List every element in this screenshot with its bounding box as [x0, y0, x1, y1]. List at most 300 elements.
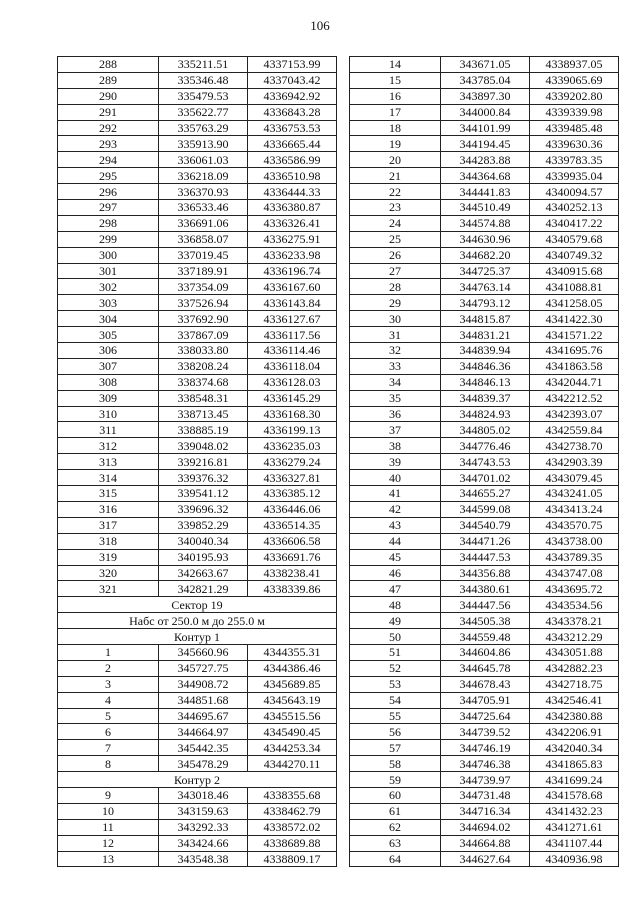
point-number: 47: [350, 581, 441, 597]
y-coordinate: 4341699.24: [530, 772, 619, 788]
point-number: 318: [58, 533, 159, 549]
x-coordinate: 343897.30: [441, 88, 530, 104]
table-row: [350, 756, 619, 772]
y-coordinate: 4340915.68: [530, 263, 619, 279]
table-row: [350, 724, 619, 740]
point-number: 21: [350, 168, 441, 184]
point-number: 8: [58, 756, 159, 772]
x-coordinate: 342821.29: [159, 581, 248, 597]
point-number: 64: [350, 851, 441, 867]
table-row: [350, 327, 619, 343]
x-coordinate: 344731.48: [441, 787, 530, 803]
x-coordinate: 344846.13: [441, 374, 530, 390]
x-coordinate: 339376.32: [159, 470, 248, 486]
y-coordinate: 4343747.08: [530, 565, 619, 581]
y-coordinate: 4336199.13: [248, 422, 337, 438]
table-row: [58, 581, 337, 597]
table-row: [58, 327, 337, 343]
table-row: [350, 501, 619, 517]
y-coordinate: 4336586.99: [248, 152, 337, 168]
x-coordinate: 344739.97: [441, 772, 530, 788]
x-coordinate: 344645.78: [441, 660, 530, 676]
table-row: [58, 184, 337, 200]
x-coordinate: 342663.67: [159, 565, 248, 581]
x-coordinate: 344664.97: [159, 724, 248, 740]
table-row: [58, 390, 337, 406]
table-row: [58, 644, 337, 660]
table-row: [58, 438, 337, 454]
table-row: [350, 644, 619, 660]
table-row: [350, 851, 619, 867]
y-coordinate: 4343738.00: [530, 533, 619, 549]
x-coordinate: 338548.31: [159, 390, 248, 406]
table-row: [350, 533, 619, 549]
x-coordinate: 337189.91: [159, 263, 248, 279]
y-coordinate: 4336143.84: [248, 295, 337, 311]
table-row: [350, 819, 619, 835]
table-row: [350, 470, 619, 486]
point-number: 44: [350, 533, 441, 549]
table-row: [350, 772, 619, 788]
y-coordinate: 4341088.81: [530, 279, 619, 295]
sector-range: Набс от 250.0 м до 255.0 м: [58, 613, 337, 629]
y-coordinate: 4342903.39: [530, 454, 619, 470]
table-row: [58, 517, 337, 533]
x-coordinate: 344793.12: [441, 295, 530, 311]
x-coordinate: 344599.08: [441, 501, 530, 517]
right-coordinates-table: [349, 56, 619, 867]
x-coordinate: 344776.46: [441, 438, 530, 454]
point-number: 293: [58, 136, 159, 152]
table-row: [58, 374, 337, 390]
x-coordinate: 344447.56: [441, 597, 530, 613]
table-row: [350, 454, 619, 470]
y-coordinate: 4342206.91: [530, 724, 619, 740]
y-coordinate: 4336514.35: [248, 517, 337, 533]
x-coordinate: 344746.38: [441, 756, 530, 772]
point-number: 311: [58, 422, 159, 438]
point-number: 1: [58, 644, 159, 660]
y-coordinate: 4336279.24: [248, 454, 337, 470]
x-coordinate: 344194.45: [441, 136, 530, 152]
point-number: 4: [58, 692, 159, 708]
table-row: [58, 247, 337, 263]
x-coordinate: 335622.77: [159, 104, 248, 120]
point-number: 63: [350, 835, 441, 851]
table-row: [58, 486, 337, 502]
x-coordinate: 344725.64: [441, 708, 530, 724]
point-number: 297: [58, 200, 159, 216]
x-coordinate: 344380.61: [441, 581, 530, 597]
contour-1-title-row: [58, 629, 337, 645]
point-number: 36: [350, 406, 441, 422]
point-number: 295: [58, 168, 159, 184]
table-row: [350, 184, 619, 200]
point-number: 62: [350, 819, 441, 835]
point-number: 2: [58, 660, 159, 676]
point-number: 14: [350, 57, 441, 73]
y-coordinate: 4338339.86: [248, 581, 337, 597]
table-row: [58, 136, 337, 152]
point-number: 13: [58, 851, 159, 867]
point-number: 58: [350, 756, 441, 772]
y-coordinate: 4343570.75: [530, 517, 619, 533]
left-coordinates-table: [57, 56, 337, 867]
y-coordinate: 4340417.22: [530, 215, 619, 231]
table-row: [58, 311, 337, 327]
sector-title-row: [58, 597, 337, 613]
point-number: 46: [350, 565, 441, 581]
y-coordinate: 4343241.05: [530, 486, 619, 502]
point-number: 51: [350, 644, 441, 660]
x-coordinate: 344851.68: [159, 692, 248, 708]
table-row: [58, 533, 337, 549]
x-coordinate: 343159.63: [159, 803, 248, 819]
point-number: 26: [350, 247, 441, 263]
x-coordinate: 344725.37: [441, 263, 530, 279]
point-number: 315: [58, 486, 159, 502]
table-row: [58, 72, 337, 88]
point-number: 7: [58, 740, 159, 756]
table-row: [58, 851, 337, 867]
point-number: 31: [350, 327, 441, 343]
table-row: [350, 517, 619, 533]
y-coordinate: 4343212.29: [530, 629, 619, 645]
table-row: [350, 247, 619, 263]
x-coordinate: 336858.07: [159, 231, 248, 247]
y-coordinate: 4339630.36: [530, 136, 619, 152]
point-number: 319: [58, 549, 159, 565]
table-row: [350, 803, 619, 819]
x-coordinate: 336061.03: [159, 152, 248, 168]
table-row: [350, 597, 619, 613]
point-number: 289: [58, 72, 159, 88]
table-row: [58, 724, 337, 740]
y-coordinate: 4336127.67: [248, 311, 337, 327]
y-coordinate: 4339783.35: [530, 152, 619, 168]
y-coordinate: 4336326.41: [248, 215, 337, 231]
point-number: 43: [350, 517, 441, 533]
point-number: 308: [58, 374, 159, 390]
y-coordinate: 4336118.04: [248, 358, 337, 374]
y-coordinate: 4342738.70: [530, 438, 619, 454]
point-number: 28: [350, 279, 441, 295]
table-row: [58, 406, 337, 422]
y-coordinate: 4342718.75: [530, 676, 619, 692]
x-coordinate: 344559.48: [441, 629, 530, 645]
table-row: [350, 422, 619, 438]
table-row: [58, 104, 337, 120]
x-coordinate: 344678.43: [441, 676, 530, 692]
point-number: 27: [350, 263, 441, 279]
y-coordinate: 4341571.22: [530, 327, 619, 343]
x-coordinate: 339541.12: [159, 486, 248, 502]
y-coordinate: 4338689.88: [248, 835, 337, 851]
x-coordinate: 344356.88: [441, 565, 530, 581]
point-number: 310: [58, 406, 159, 422]
y-coordinate: 4340252.13: [530, 200, 619, 216]
table-row: [58, 88, 337, 104]
x-coordinate: 337019.45: [159, 247, 248, 263]
y-coordinate: 4336691.76: [248, 549, 337, 565]
table-row: [58, 295, 337, 311]
y-coordinate: 4336446.06: [248, 501, 337, 517]
table-row: [58, 549, 337, 565]
x-coordinate: 344743.53: [441, 454, 530, 470]
x-coordinate: 344705.91: [441, 692, 530, 708]
x-coordinate: 344471.26: [441, 533, 530, 549]
y-coordinate: 4341258.05: [530, 295, 619, 311]
y-coordinate: 4339485.48: [530, 120, 619, 136]
x-coordinate: 344441.83: [441, 184, 530, 200]
y-coordinate: 4342212.52: [530, 390, 619, 406]
point-number: 307: [58, 358, 159, 374]
y-coordinate: 4342882.23: [530, 660, 619, 676]
sector-range-row: [58, 613, 337, 629]
x-coordinate: 344664.88: [441, 835, 530, 851]
point-number: 10: [58, 803, 159, 819]
y-coordinate: 4345643.19: [248, 692, 337, 708]
point-number: 35: [350, 390, 441, 406]
x-coordinate: 344908.72: [159, 676, 248, 692]
table-row: [58, 263, 337, 279]
point-number: 312: [58, 438, 159, 454]
y-coordinate: 4341695.76: [530, 343, 619, 359]
y-coordinate: 4345515.56: [248, 708, 337, 724]
x-coordinate: 338713.45: [159, 406, 248, 422]
table-row: [350, 120, 619, 136]
x-coordinate: 339852.29: [159, 517, 248, 533]
y-coordinate: 4336114.46: [248, 343, 337, 359]
table-row: [58, 756, 337, 772]
y-coordinate: 4344270.11: [248, 756, 337, 772]
x-coordinate: 336533.46: [159, 200, 248, 216]
point-number: 23: [350, 200, 441, 216]
contour-1-title: Контур 1: [58, 629, 337, 645]
table-row: [350, 629, 619, 645]
y-coordinate: 4341865.83: [530, 756, 619, 772]
x-coordinate: 338374.68: [159, 374, 248, 390]
y-coordinate: 4336843.28: [248, 104, 337, 120]
table-row: [350, 168, 619, 184]
table-row: [58, 676, 337, 692]
y-coordinate: 4342044.71: [530, 374, 619, 390]
y-coordinate: 4339935.04: [530, 168, 619, 184]
table-row: [350, 740, 619, 756]
table-row: [350, 787, 619, 803]
table-row: [58, 660, 337, 676]
table-row: [58, 740, 337, 756]
point-number: 3: [58, 676, 159, 692]
point-number: 11: [58, 819, 159, 835]
x-coordinate: 344101.99: [441, 120, 530, 136]
table-row: [350, 215, 619, 231]
x-coordinate: 344627.64: [441, 851, 530, 867]
table-row: [350, 152, 619, 168]
table-row: [58, 57, 337, 73]
table-row: [58, 358, 337, 374]
table-row: [58, 787, 337, 803]
table-row: [350, 343, 619, 359]
x-coordinate: 344739.52: [441, 724, 530, 740]
x-coordinate: 344283.88: [441, 152, 530, 168]
sector-title: Сектор 19: [58, 597, 337, 613]
table-row: [350, 406, 619, 422]
x-coordinate: 345442.35: [159, 740, 248, 756]
table-row: [350, 549, 619, 565]
point-number: 321: [58, 581, 159, 597]
y-coordinate: 4342380.88: [530, 708, 619, 724]
point-number: 303: [58, 295, 159, 311]
point-number: 292: [58, 120, 159, 136]
x-coordinate: 336370.93: [159, 184, 248, 200]
y-coordinate: 4344253.34: [248, 740, 337, 756]
table-row: [350, 72, 619, 88]
table-row: [350, 104, 619, 120]
x-coordinate: 338885.19: [159, 422, 248, 438]
table-row: [350, 676, 619, 692]
y-coordinate: 4336117.56: [248, 327, 337, 343]
x-coordinate: 344846.36: [441, 358, 530, 374]
point-number: 25: [350, 231, 441, 247]
y-coordinate: 4336167.60: [248, 279, 337, 295]
table-row: [350, 200, 619, 216]
point-number: 33: [350, 358, 441, 374]
y-coordinate: 4339339.98: [530, 104, 619, 120]
point-number: 294: [58, 152, 159, 168]
point-number: 291: [58, 104, 159, 120]
x-coordinate: 340040.34: [159, 533, 248, 549]
x-coordinate: 344716.34: [441, 803, 530, 819]
y-coordinate: 4338355.68: [248, 787, 337, 803]
point-number: 314: [58, 470, 159, 486]
x-coordinate: 344447.53: [441, 549, 530, 565]
point-number: 320: [58, 565, 159, 581]
y-coordinate: 4336385.12: [248, 486, 337, 502]
table-row: [58, 803, 337, 819]
table-row: [350, 279, 619, 295]
table-row: [58, 470, 337, 486]
point-number: 296: [58, 184, 159, 200]
point-number: 52: [350, 660, 441, 676]
x-coordinate: 344682.20: [441, 247, 530, 263]
x-coordinate: 344604.86: [441, 644, 530, 660]
table-row: [58, 708, 337, 724]
x-coordinate: 344815.87: [441, 311, 530, 327]
point-number: 17: [350, 104, 441, 120]
point-number: 306: [58, 343, 159, 359]
table-row: [350, 565, 619, 581]
point-number: 59: [350, 772, 441, 788]
point-number: 37: [350, 422, 441, 438]
point-number: 316: [58, 501, 159, 517]
table-row: [350, 136, 619, 152]
y-coordinate: 4337153.99: [248, 57, 337, 73]
point-number: 299: [58, 231, 159, 247]
y-coordinate: 4336606.58: [248, 533, 337, 549]
table-row: [58, 501, 337, 517]
y-coordinate: 4343789.35: [530, 549, 619, 565]
table-row: [58, 692, 337, 708]
y-coordinate: 4336510.98: [248, 168, 337, 184]
x-coordinate: 338208.24: [159, 358, 248, 374]
table-row: [350, 88, 619, 104]
y-coordinate: 4343695.72: [530, 581, 619, 597]
table-row: [350, 438, 619, 454]
x-coordinate: 344701.02: [441, 470, 530, 486]
y-coordinate: 4340936.98: [530, 851, 619, 867]
table-row: [350, 660, 619, 676]
point-number: 15: [350, 72, 441, 88]
table-row: [58, 422, 337, 438]
y-coordinate: 4336380.87: [248, 200, 337, 216]
contour-2-title-row: [58, 772, 337, 788]
table-row: [350, 486, 619, 502]
y-coordinate: 4338238.41: [248, 565, 337, 581]
point-number: 301: [58, 263, 159, 279]
y-coordinate: 4336665.44: [248, 136, 337, 152]
y-coordinate: 4336233.98: [248, 247, 337, 263]
y-coordinate: 4345689.85: [248, 676, 337, 692]
x-coordinate: 338033.80: [159, 343, 248, 359]
point-number: 38: [350, 438, 441, 454]
table-row: [58, 279, 337, 295]
point-number: 305: [58, 327, 159, 343]
x-coordinate: 344000.84: [441, 104, 530, 120]
table-row: [350, 613, 619, 629]
x-coordinate: 343785.04: [441, 72, 530, 88]
table-row: [58, 152, 337, 168]
table-row: [350, 311, 619, 327]
table-row: [350, 390, 619, 406]
table-row: [58, 454, 337, 470]
x-coordinate: 339696.32: [159, 501, 248, 517]
point-number: 54: [350, 692, 441, 708]
x-coordinate: 345727.75: [159, 660, 248, 676]
x-coordinate: 336691.06: [159, 215, 248, 231]
table-row: [350, 295, 619, 311]
table-row: [350, 57, 619, 73]
x-coordinate: 344574.88: [441, 215, 530, 231]
point-number: 6: [58, 724, 159, 740]
y-coordinate: 4342393.07: [530, 406, 619, 422]
page-number: 106: [310, 18, 330, 33]
point-number: 288: [58, 57, 159, 73]
point-number: 300: [58, 247, 159, 263]
x-coordinate: 344839.94: [441, 343, 530, 359]
table-row: [350, 231, 619, 247]
x-coordinate: 343548.38: [159, 851, 248, 867]
point-number: 40: [350, 470, 441, 486]
point-number: 32: [350, 343, 441, 359]
y-coordinate: 4340579.68: [530, 231, 619, 247]
table-row: [350, 581, 619, 597]
x-coordinate: 344630.96: [441, 231, 530, 247]
y-coordinate: 4336168.30: [248, 406, 337, 422]
y-coordinate: 4341578.68: [530, 787, 619, 803]
y-coordinate: 4336196.74: [248, 263, 337, 279]
point-number: 42: [350, 501, 441, 517]
table-row: [350, 263, 619, 279]
y-coordinate: 4343051.88: [530, 644, 619, 660]
point-number: 298: [58, 215, 159, 231]
x-coordinate: 344540.79: [441, 517, 530, 533]
y-coordinate: 4336444.33: [248, 184, 337, 200]
y-coordinate: 4344355.31: [248, 644, 337, 660]
table-row: [350, 708, 619, 724]
y-coordinate: 4343413.24: [530, 501, 619, 517]
y-coordinate: 4336145.29: [248, 390, 337, 406]
